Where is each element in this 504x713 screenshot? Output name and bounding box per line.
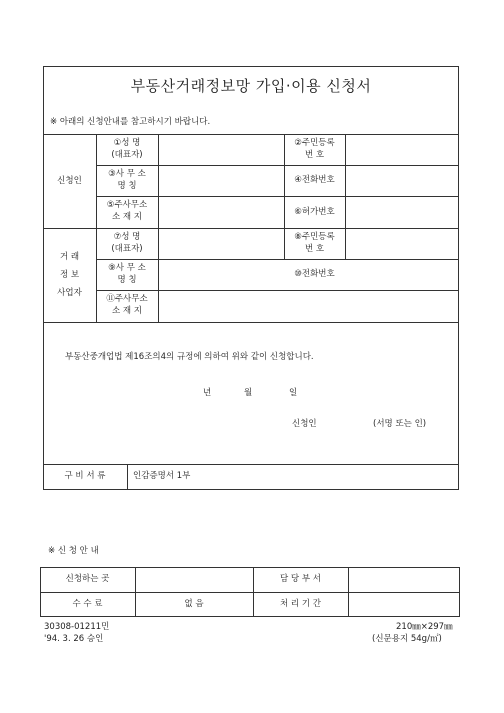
operator-reg-number-field[interactable] [346,229,458,259]
divider [40,592,460,593]
operator-office-name-field[interactable] [159,260,283,290]
signer-label: 신청인 [292,419,317,429]
divider [127,464,128,490]
operator-address-label: ⑪주사무소 [106,294,148,304]
date-year: 년 [203,388,212,398]
attachments-value: 인감증명서 1부 [133,471,191,481]
operator-name-label: ⑦성 명 [113,232,141,242]
applicant-office-name-field[interactable] [159,166,283,196]
applicant-reg-number-field[interactable] [346,135,458,165]
operator-reg-number-label: ⑧주민등록 [294,232,335,242]
office-name-label: ③사 무 소 [108,169,146,179]
approval-date: '94. 3. 26 승인 [44,634,104,644]
where-label: 신청하는 곳 [65,574,110,584]
declaration-text: 부동산중개업법 제16조의4의 규정에 의하여 위와 같이 신청합니다. [65,352,314,362]
guide-heading: ※ 신 청 안 내 [48,546,99,556]
operator-section-label: 정 보 [59,270,80,280]
office-address-label-sub: 소 재 지 [111,212,143,222]
applicant-name-field[interactable] [159,135,283,165]
applicant-address-field[interactable] [159,197,283,228]
office-address-label: ⑤주사무소 [106,200,148,210]
operator-section-label: 거 래 [59,252,80,262]
date-day: 일 [289,388,298,398]
operator-reg-number-label-sub: 번 호 [304,244,325,254]
attachments-label: 구 비 서 류 [64,471,106,481]
dept-label: 담 당 부 서 [280,574,321,584]
operator-name-field[interactable] [159,229,283,259]
divider [348,567,349,617]
operator-address-field[interactable] [159,291,458,322]
operator-section-label: 사업자 [57,288,82,298]
phone-label: ④전화번호 [294,175,335,185]
paper-type: (신문용지 54g/㎡) [372,634,442,644]
signature-hint: (서명 또는 인) [373,419,427,429]
reg-number-label-sub: 번 호 [304,150,325,160]
reg-number-label: ②주민등록 [294,138,335,148]
fee-label: 수 수 료 [72,599,103,609]
notice-text: ※ 아래의 신청안내를 참고하시기 바랍니다. [50,117,211,127]
office-name-label-sub: 명 칭 [117,181,137,191]
license-number-label: ⑥허가번호 [294,207,335,217]
operator-office-name-label-sub: 명 칭 [117,275,137,285]
paper-size: 210㎜×297㎜ [396,622,453,632]
applicant-section-label: 신청인 [57,176,82,186]
applicant-phone-field[interactable] [346,166,458,196]
applicant-license-field[interactable] [346,197,458,228]
operator-address-label-sub: 소 재 지 [111,306,143,316]
operator-office-name-label: ⑨사 무 소 [108,263,146,273]
operator-name-label-sub: (대표자) [111,244,143,254]
period-label: 처 리 기 간 [280,599,321,609]
divider [43,322,459,323]
operator-phone-field[interactable] [346,260,458,290]
form-number: 30308-01211민 [44,622,110,632]
name-label: ①성 명 [113,138,141,148]
name-label-sub: (대표자) [111,150,143,160]
page-title: 부동산거래정보망 가입·이용 신청서 [130,77,372,95]
fee-value: 없 음 [184,599,204,609]
divider [43,464,459,465]
date-month: 월 [244,388,253,398]
operator-phone-label: ⑩전화번호 [294,269,335,279]
